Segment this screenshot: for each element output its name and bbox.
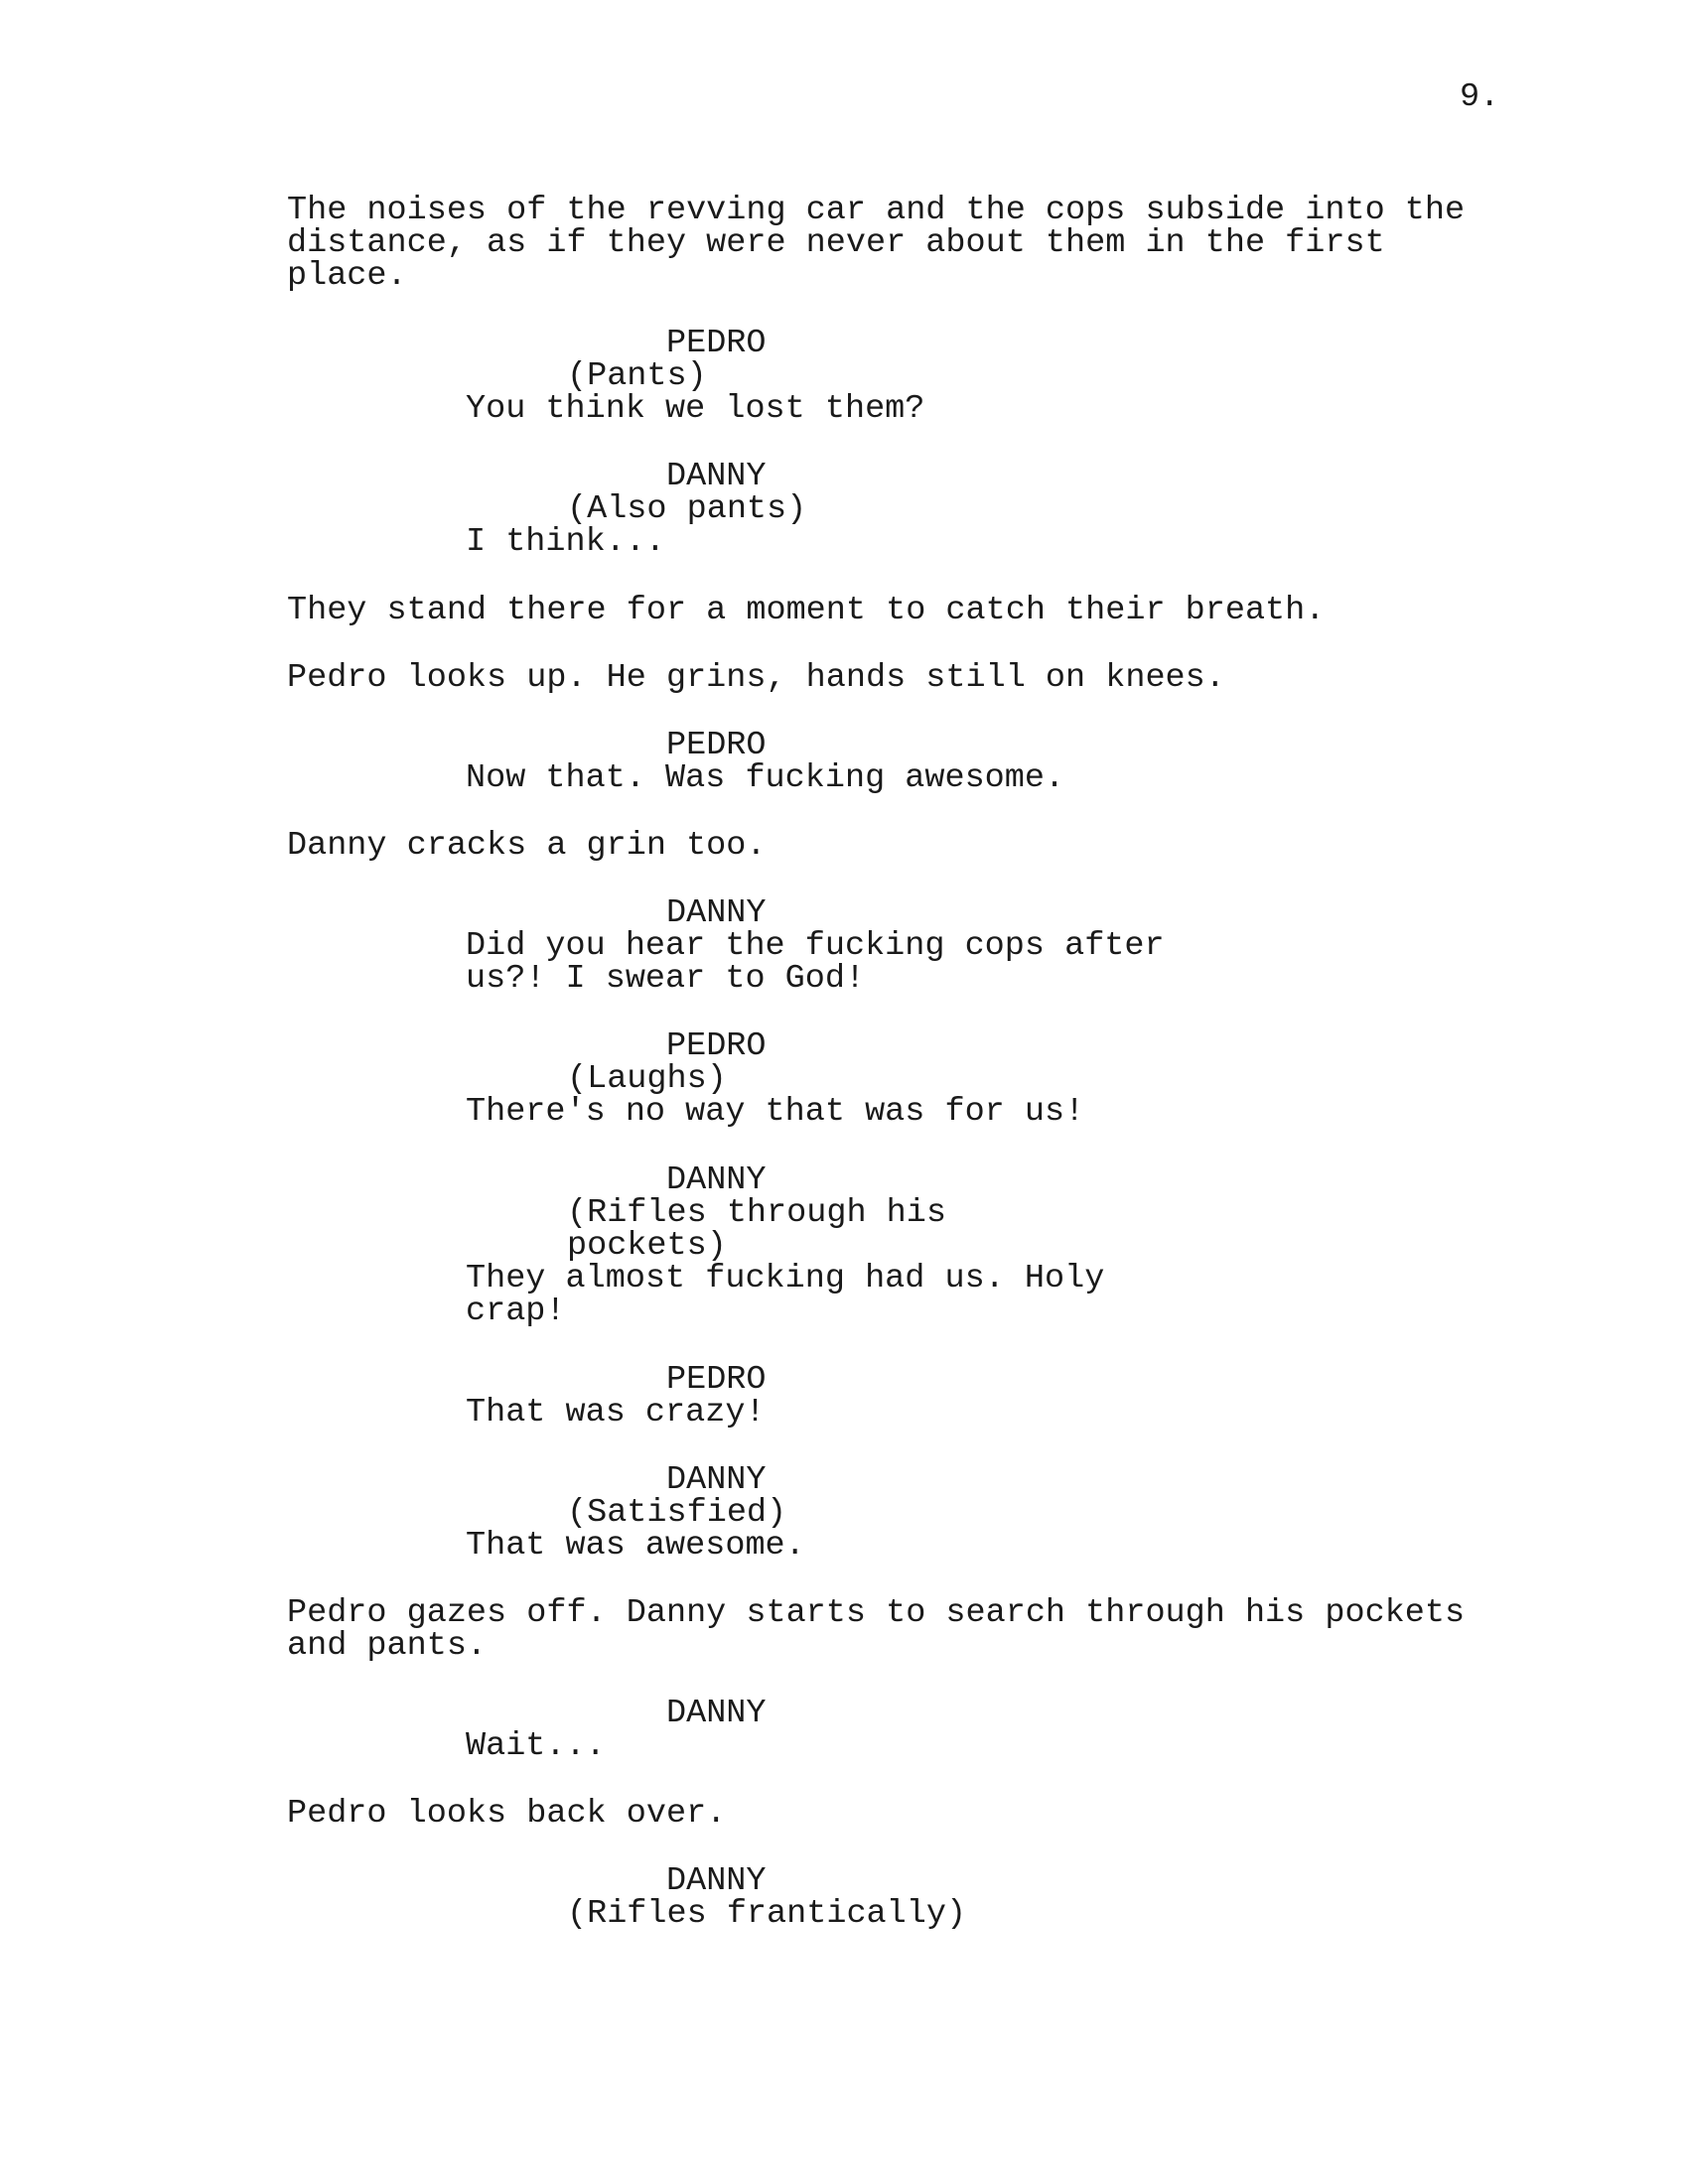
dialogue-line: crap! xyxy=(466,1293,566,1330)
parenthetical: (Rifles frantically) xyxy=(567,1895,967,1933)
character-name: DANNY xyxy=(666,1695,767,1732)
dialogue-line: You think we lost them? xyxy=(466,390,925,428)
action-line: Pedro looks up. He grins, hands still on knees. xyxy=(287,659,1225,697)
action-line: and pants. xyxy=(287,1627,488,1665)
parenthetical: (Also pants) xyxy=(567,490,807,528)
action-line: The noises of the revving car and the cops subside into the xyxy=(287,192,1466,229)
action-line: distance, as if they were never about them in the first xyxy=(287,224,1385,262)
dialogue-line: That was crazy! xyxy=(466,1394,766,1432)
character-name: PEDRO xyxy=(666,727,767,764)
dialogue-line: I think... xyxy=(466,523,666,561)
page-number: 9. xyxy=(1460,78,1500,116)
character-name: DANNY xyxy=(666,894,767,932)
dialogue-line: They almost fucking had us. Holy xyxy=(466,1260,1105,1297)
action-line: Danny cracks a grin too. xyxy=(287,827,767,865)
dialogue-line: Did you hear the fucking cops after xyxy=(466,927,1165,965)
character-name: DANNY xyxy=(666,1461,767,1499)
character-name: PEDRO xyxy=(666,1361,767,1399)
parenthetical: (Rifles through his xyxy=(567,1194,946,1232)
dialogue-line: Now that. Was fucking awesome. xyxy=(466,759,1065,797)
character-name: PEDRO xyxy=(666,325,767,362)
action-line: Pedro gazes off. Danny starts to search through his pockets xyxy=(287,1594,1466,1632)
dialogue-line: Wait... xyxy=(466,1727,606,1765)
parenthetical: (Laughs) xyxy=(567,1060,727,1098)
action-line: Pedro looks back over. xyxy=(287,1795,727,1833)
parenthetical: (Pants) xyxy=(567,357,707,395)
dialogue-line: That was awesome. xyxy=(466,1527,805,1565)
parenthetical: (Satisfied) xyxy=(567,1494,787,1532)
action-line: They stand there for a moment to catch their breath. xyxy=(287,592,1326,629)
character-name: PEDRO xyxy=(666,1027,767,1065)
dialogue-line: us?! I swear to God! xyxy=(466,960,866,998)
character-name: DANNY xyxy=(666,1161,767,1199)
character-name: DANNY xyxy=(666,458,767,495)
parenthetical: pockets) xyxy=(567,1227,727,1265)
dialogue-line: There's no way that was for us! xyxy=(466,1093,1085,1131)
action-line: place. xyxy=(287,257,407,295)
character-name: DANNY xyxy=(666,1862,767,1900)
